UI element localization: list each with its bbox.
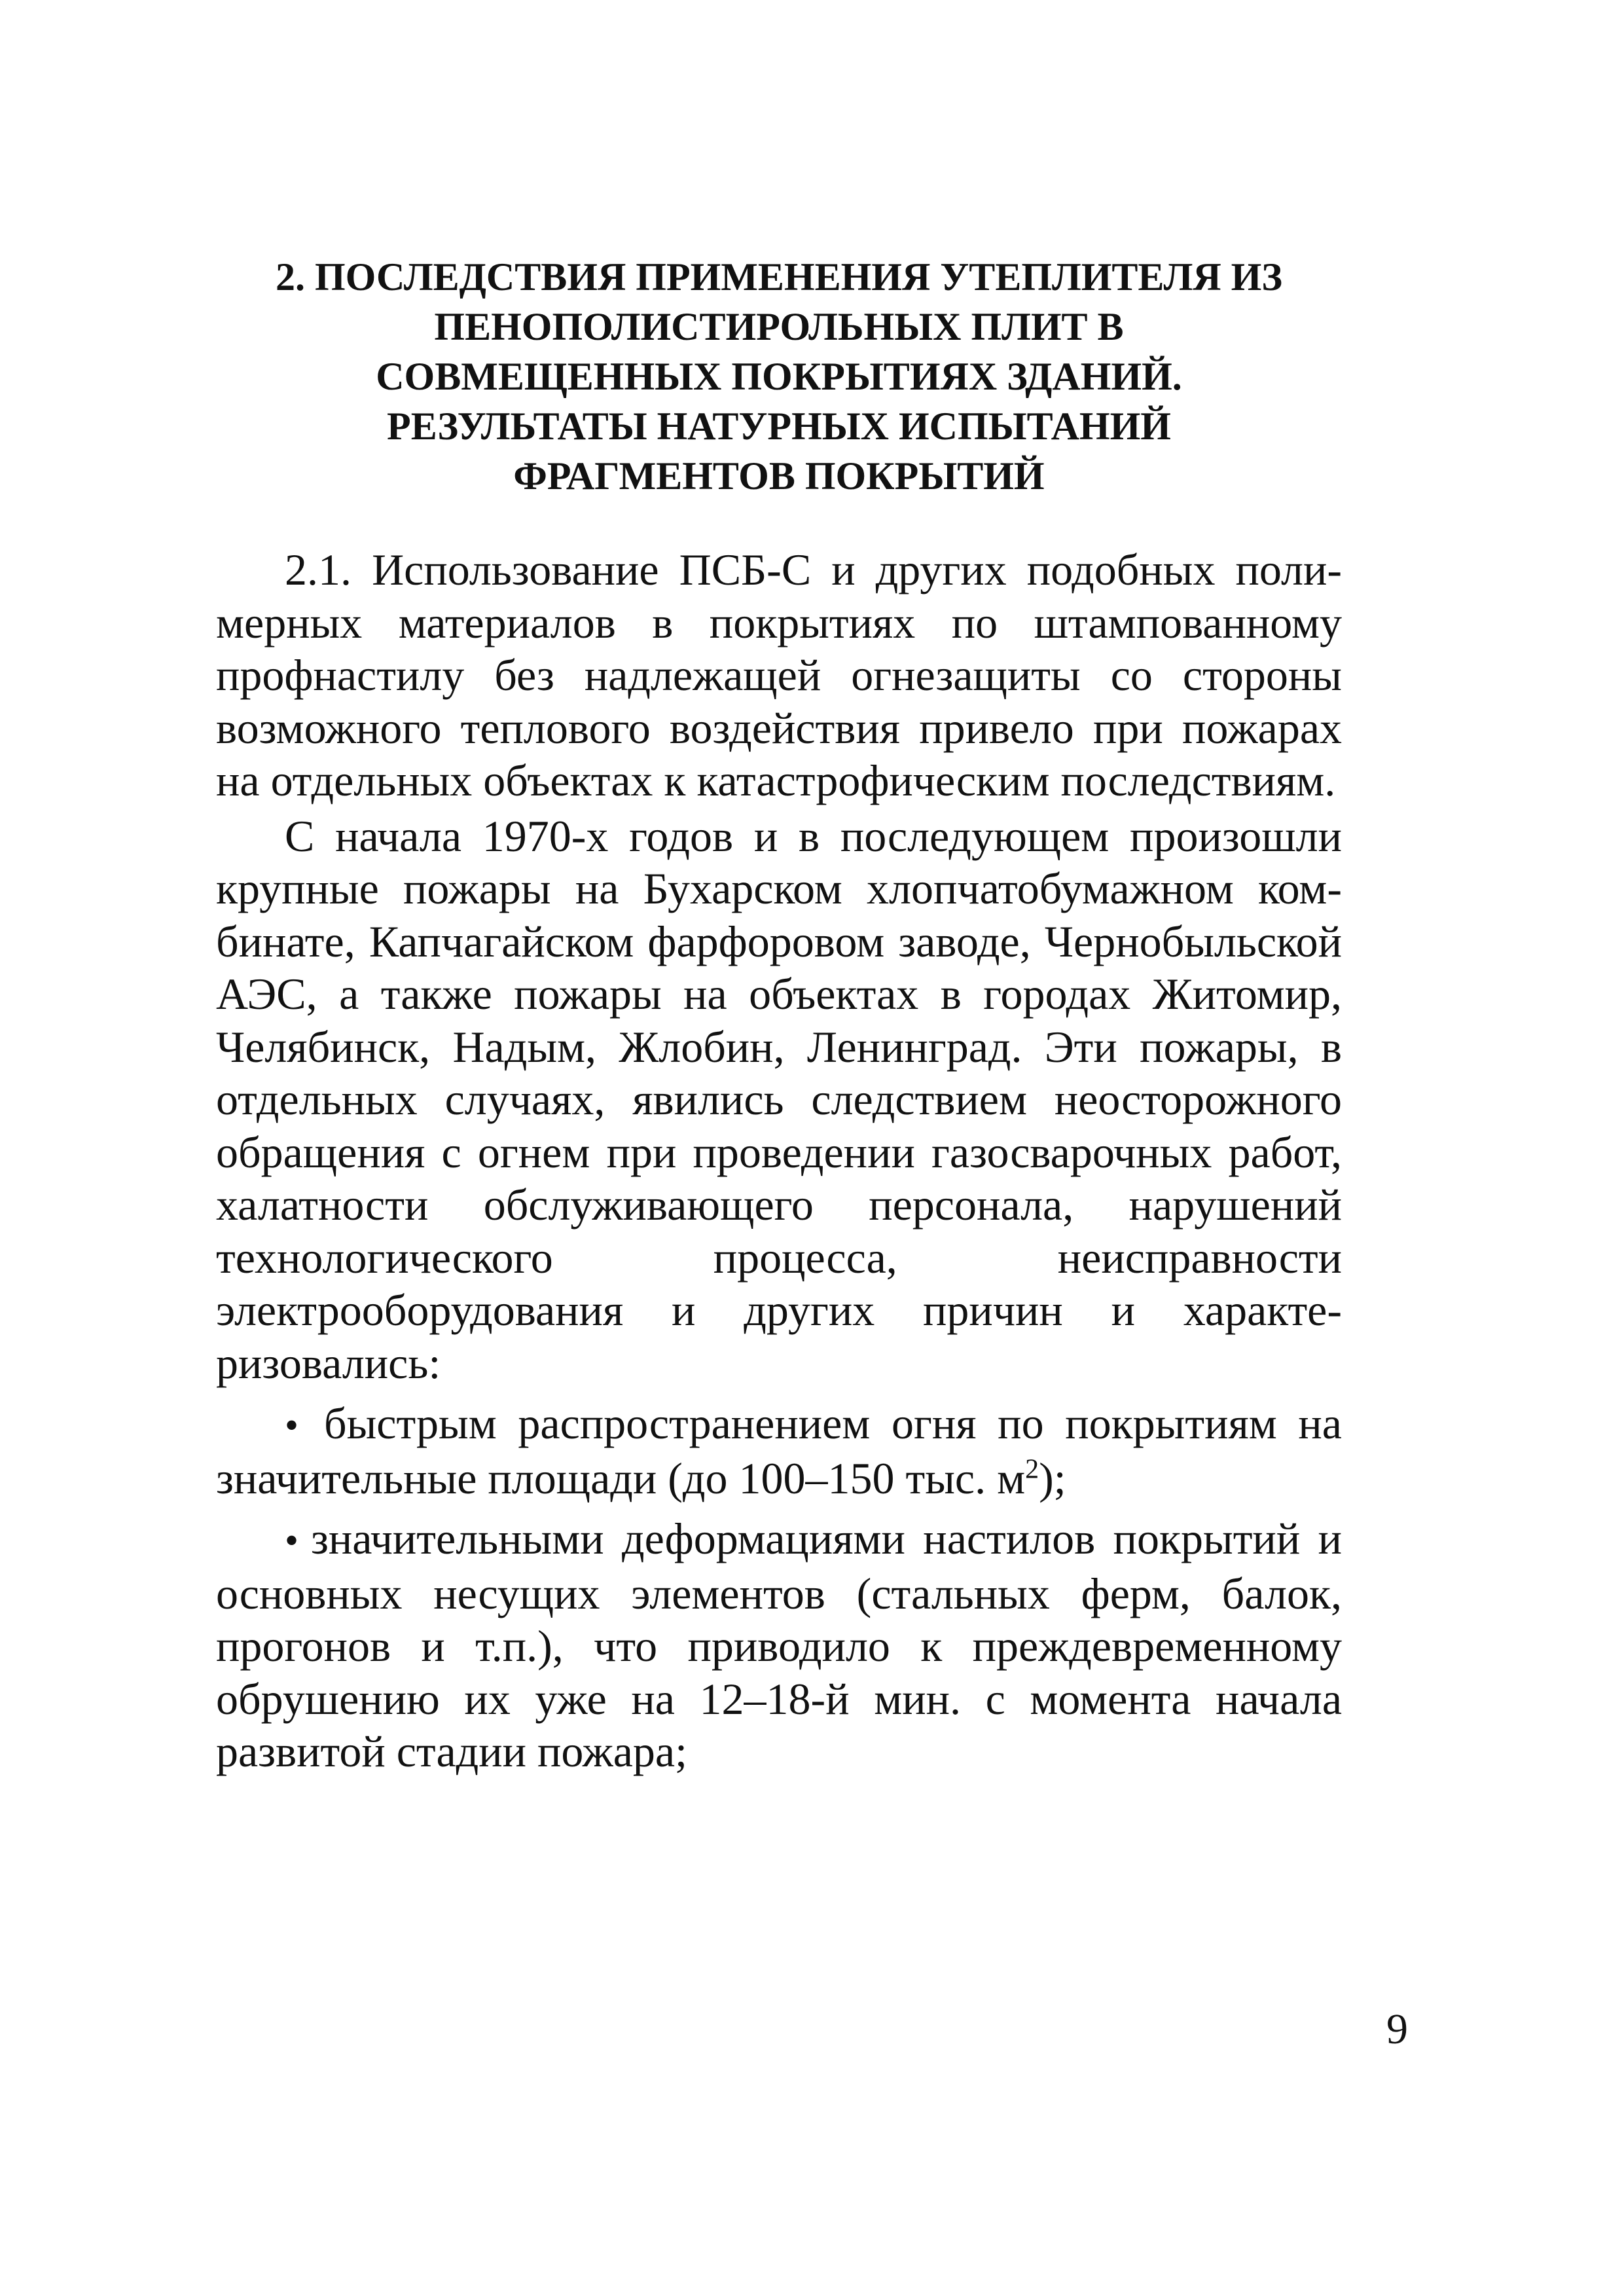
heading-line-3: СОВМЕЩЕННЫХ ПОКРЫТИЯХ ЗДАНИЙ. <box>376 355 1182 398</box>
heading-line-1: 2. ПОСЛЕДСТВИЯ ПРИМЕНЕНИЯ УТЕПЛИТЕЛЯ ИЗ <box>275 255 1283 299</box>
heading-line-4: РЕЗУЛЬТАТЫ НАТУРНЫХ ИСПЫТАНИЙ <box>387 405 1171 448</box>
bullet-text: быстрым распространением огня по покрытиям на значительные площади (до 100–150 тыс. м <box>216 1398 1342 1503</box>
paragraph-2-1: 2.1. Использование ПСБ-С и других подобных полимерных материалов в покрытиях по штампованному профнастилу без надлежащей огнезащиты со стороны возможного теплового воздействия привело при пожарах на отдельных объектах к катастрофическим последствиям. <box>216 545 1342 805</box>
page-number: 9 <box>1386 2005 1408 2053</box>
section-heading <box>216 252 1342 501</box>
heading-line-2: ПЕНОПОЛИСТИРОЛЬНЫХ ПЛИТ В <box>434 305 1124 348</box>
bullet-item-deformations <box>216 1512 1342 1778</box>
body-text <box>216 543 1342 1778</box>
bullet-item-fire-spread <box>216 1397 1342 1504</box>
bullet-icon: • <box>285 1404 299 1447</box>
bullet-text-tail: ); <box>1039 1453 1066 1503</box>
bullet-icon: • <box>285 1519 299 1562</box>
bullet-superscript: 2 <box>1025 1453 1039 1484</box>
heading-line-5: ФРАГМЕНТОВ ПОКРЫТИЙ <box>513 454 1045 498</box>
paragraph-fires: С начала 1970-х годов и в последующем произошли крупные пожары на Бухарском хлопчатобумажном комбинате, Капчагайском фарфоровом заводе, Чернобыльской АЭС, а также пожары на объектах в городах Житомир, Челябинск, Надым, Жлобин, Ленинград. Эти пожары, в отдельных случаях, явились следствием неосторожного обращения с огнем при проведении газосварочных работ, халатности обслуживающего персонала, нарушений технологического процесса, неисправности электрооборудования и других причин и характеризовались: <box>216 811 1342 1388</box>
bullet-text: значительными деформациями настилов покрытий и основных несущих элементов (стальных ферм, балок, прогонов и т.п.), что приводило к преждевременному обрушению их уже на 12–18-й мин. с момента начала развитой стадии пожара; <box>216 1514 1342 1776</box>
